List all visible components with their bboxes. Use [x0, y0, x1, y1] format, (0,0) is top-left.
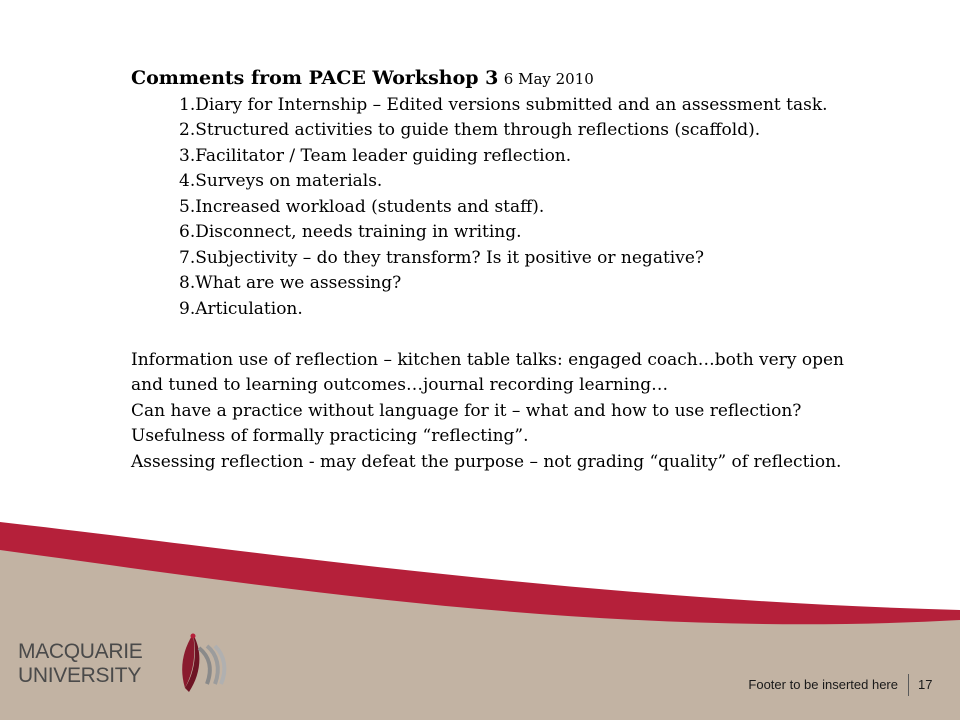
paragraph: Can have a practice without language for it – what and how to use reflection? Usefulness of formally practicing “reflecting”. [131, 400, 802, 446]
spacer [131, 322, 871, 348]
list-item: 4.Surveys on materials. [179, 171, 383, 191]
slide-date: 6 May 2010 [503, 70, 594, 88]
slide-title: Comments from PACE Workshop 3 [131, 67, 499, 89]
logo-line-2: UNIVERSITY [18, 664, 142, 687]
footer-text: Footer to be inserted here [748, 677, 898, 692]
title-line [131, 66, 871, 93]
list-item: 8.What are we assessing? [179, 273, 402, 293]
comment-list [131, 93, 871, 323]
footer-divider [908, 674, 909, 696]
list-item: 5.Increased workload (students and staff). [179, 196, 545, 217]
list-item: 9.Articulation. [179, 298, 303, 319]
paragraph: Assessing reflection - may defeat the purpose – not grading “quality” of reflection. [131, 451, 842, 472]
logo-line-1: MACQUARIE [18, 640, 143, 663]
paragraph: Information use of reflection – kitchen table talks: engaged coach…both very open and tuned to learning outcomes…journal recording learning… [131, 349, 844, 395]
list-item: 2.Structured activities to guide them through reflections (scaffold). [179, 120, 761, 140]
list-item: 3.Facilitator / Team leader guiding reflection. [179, 145, 572, 166]
macquarie-lighthouse-emblem-icon [163, 626, 235, 698]
slide-content [131, 66, 871, 475]
list-item: 1.Diary for Internship – Edited versions submitted and an assessment task. [179, 94, 828, 115]
list-item: 6.Disconnect, needs training in writing. [179, 222, 522, 242]
list-item: 7.Subjectivity – do they transform? Is it positive or negative? [179, 247, 704, 268]
macquarie-logo [18, 640, 142, 688]
page-number: 17 [918, 677, 933, 692]
swoosh-taupe-band [0, 550, 960, 720]
